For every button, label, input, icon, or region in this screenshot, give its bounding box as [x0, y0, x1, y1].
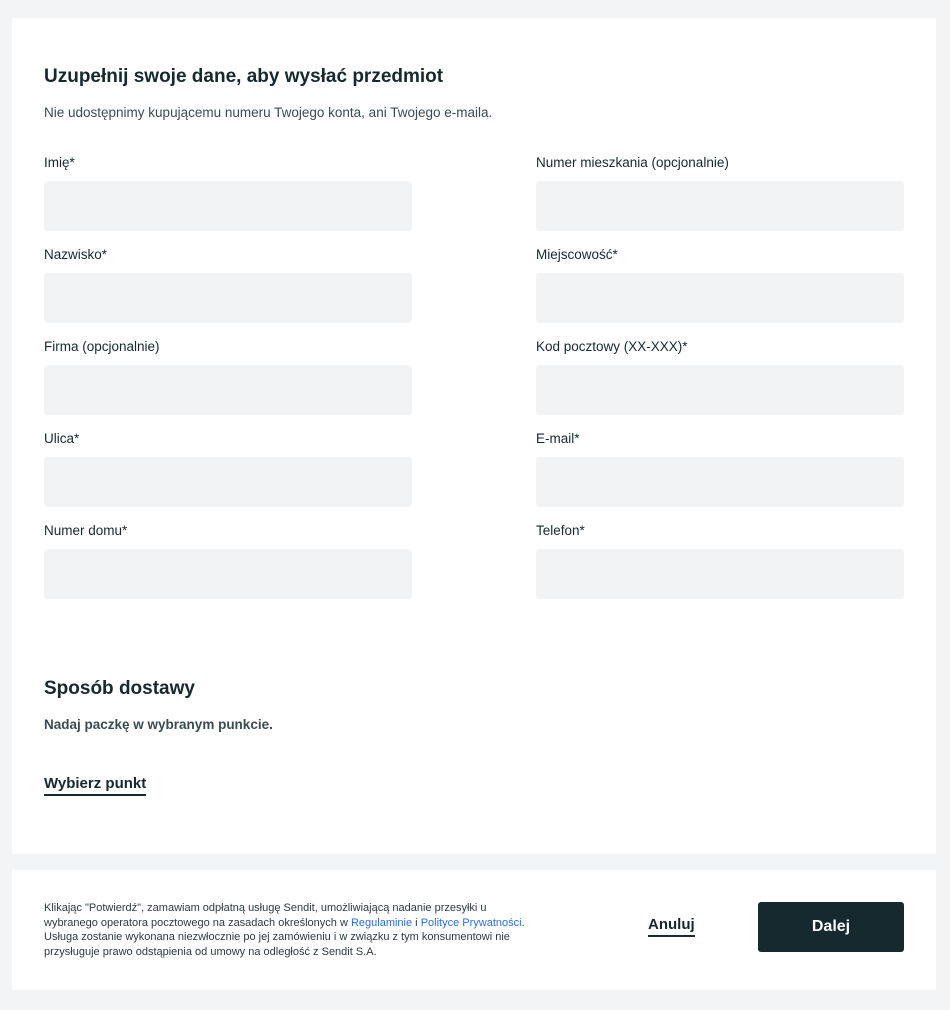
- company-field: [44, 338, 412, 415]
- delivery-title: Sposób dostawy: [44, 678, 195, 699]
- house-number-input[interactable]: [44, 549, 412, 599]
- city-field: [536, 246, 904, 323]
- choose-point-button[interactable]: Wybierz punkt: [44, 775, 146, 796]
- city-label: Miejscowość*: [536, 247, 618, 262]
- last-name-label: Nazwisko*: [44, 247, 108, 262]
- company-input[interactable]: [44, 365, 412, 415]
- street-field: [44, 430, 412, 507]
- legal-text-and: i: [412, 916, 421, 929]
- privacy-policy-link[interactable]: Polityce Prywatności: [420, 916, 522, 929]
- company-label: Firma (opcjonalnie): [44, 339, 160, 354]
- delivery-subtitle: Nadaj paczkę w wybranym punkcie.: [44, 717, 273, 732]
- phone-input[interactable]: [536, 549, 904, 599]
- apartment-number-field: [536, 154, 904, 231]
- next-button[interactable]: Dalej: [758, 902, 904, 952]
- postal-code-field: [536, 338, 904, 415]
- cancel-button[interactable]: Anuluj: [648, 916, 695, 937]
- street-label: Ulica*: [44, 431, 80, 446]
- apartment-number-input[interactable]: [536, 181, 904, 231]
- terms-link[interactable]: Regulaminie: [350, 916, 413, 929]
- first-name-label: Imię*: [44, 155, 75, 170]
- first-name-input[interactable]: [44, 181, 412, 231]
- last-name-field: [44, 246, 412, 323]
- apartment-number-label: Numer mieszkania (opcjonalnie): [536, 155, 729, 170]
- email-input[interactable]: [536, 457, 904, 507]
- house-number-field: [44, 522, 412, 599]
- form-subtitle: Nie udostępnimy kupującemu numeru Twojego konta, ani Twojego e-maila.: [44, 105, 493, 120]
- phone-field: [536, 522, 904, 599]
- house-number-label: Numer domu*: [44, 523, 128, 538]
- form-title: Uzupełnij swoje dane, aby wysłać przedmiot: [44, 66, 444, 87]
- last-name-input[interactable]: [44, 273, 412, 323]
- city-input[interactable]: [536, 273, 904, 323]
- email-field: [536, 430, 904, 507]
- legal-text-part2: . Usługa zostanie wykonana niezwłocznie po jej zamówieniu i w związku z tym konsumentowi nie przysługuje prawo odstąpienia od umowy na odległość z Sendit S.A.: [44, 916, 525, 958]
- postal-code-input[interactable]: [536, 365, 904, 415]
- postal-code-label: Kod pocztowy (XX-XXX)*: [536, 339, 688, 354]
- first-name-field: [44, 154, 412, 231]
- shipping-details-card: [12, 18, 936, 854]
- street-input[interactable]: [44, 457, 412, 507]
- email-label: E-mail*: [536, 431, 580, 446]
- phone-label: Telefon*: [536, 523, 585, 538]
- legal-notice: [44, 901, 534, 959]
- footer-bar: [12, 870, 936, 990]
- legal-text-part1: Klikając "Potwierdź", zamawiam odpłatną usługę Sendit, umożliwiającą nadanie przesyłki u wybranego operatora pocztowego na zasadach określonych w: [44, 902, 487, 929]
